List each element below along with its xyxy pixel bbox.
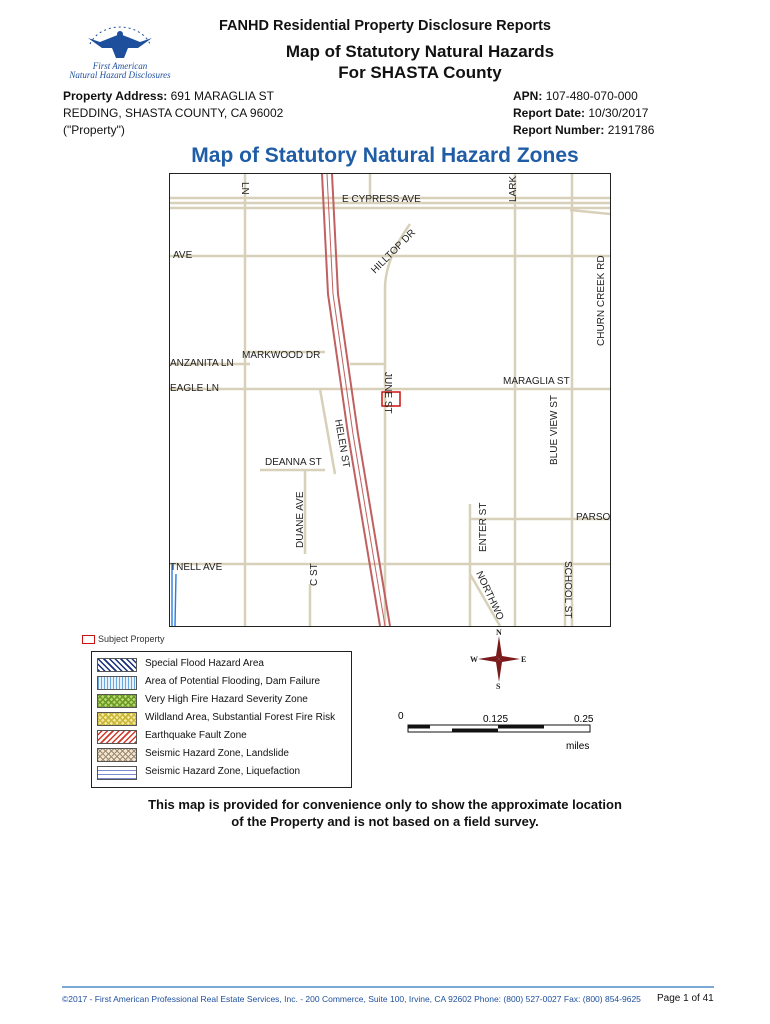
scale-zero: 0: [398, 711, 404, 722]
report-number-label: Report Number:: [513, 123, 605, 137]
map-disclaimer: This map is provided for convenience only to show the approximate location of the Property and is not based on a field survey.: [148, 797, 622, 829]
street-maraglia: MARAGLIA ST: [503, 376, 570, 387]
street-duane: DUANE AVE: [295, 491, 306, 548]
street-ln-top: LN: [239, 182, 250, 195]
document-title: Map of Statutory Natural Hazards: [285, 42, 555, 61]
report-date-label: Report Date:: [513, 106, 586, 120]
street-blue-view: BLUE VIEW ST: [549, 394, 560, 465]
street-c-st: C ST: [309, 563, 320, 586]
street-lark: LARK: [508, 175, 519, 202]
report-date-value: 10/30/2017: [588, 106, 649, 120]
scale-bar: [398, 708, 598, 758]
tan-crosshatch-icon: [97, 748, 137, 762]
diagonal-blue-hatch-icon: [97, 658, 137, 672]
compass-e: E: [521, 655, 527, 664]
page-number: Page 1 of 41: [657, 993, 714, 1004]
scale-end: 0.25: [574, 714, 594, 725]
footer-divider: [62, 986, 714, 988]
red-diagonal-hatch-icon: [97, 730, 137, 744]
logo-text: First American Natural Hazard Disclosures: [69, 61, 171, 80]
property-address-block: [63, 88, 283, 139]
street-deanna: DEANNA ST: [265, 457, 322, 468]
compass-w: W: [470, 655, 478, 664]
vertical-blue-lines-icon: [97, 676, 137, 690]
street-hilltop: HILLTOP DR: [369, 227, 419, 277]
report-info-block: [513, 88, 654, 139]
apn-label: APN:: [513, 89, 543, 103]
map-title: Map of Statutory Natural Hazard Zones: [191, 144, 579, 167]
street-parso: PARSO: [576, 512, 610, 523]
address-label: Property Address:: [63, 89, 168, 103]
compass-rose-icon: [470, 628, 528, 690]
hazard-legend: Special Flood Hazard Area Area of Potential Flooding, Dam Failure Very High Fire Hazard Severity Zone Wildland Area, Substantial Forest Fire Risk Earthquake Fault Zone Seismic Hazard Zone, Landslide Seismic Hazard Zone, Liquefaction: [91, 651, 352, 788]
street-june: JUNE ST: [382, 372, 393, 414]
footer-copyright: ©2017 - First American Professional Real Estate Services, Inc. - 200 Commerce, Suite 100, Irvine, CA 92602 Phone: (800) 527-0027 Fax: (800) 854-9625: [62, 994, 641, 1004]
report-series-title: FANHD Residential Property Disclosure Reports: [219, 18, 551, 34]
subject-property-legend: [82, 634, 165, 644]
address-line2: REDDING, SHASTA COUNTY, CA 96002: [63, 106, 284, 120]
street-school: SCHOOL ST: [562, 561, 573, 619]
street-hartnell: TNELL AVE: [170, 562, 223, 573]
street-northwo: NORTHWO: [473, 569, 506, 622]
street-manzanita: ANZANITA LN: [170, 358, 234, 369]
street-helen: HELEN ST: [332, 418, 352, 469]
hazard-map[interactable]: [169, 173, 611, 627]
street-e-cypress: E CYPRESS AVE: [342, 194, 421, 205]
subject-property-swatch: [82, 635, 95, 644]
green-crosshatch-icon: [97, 694, 137, 708]
subject-property-label: Subject Property: [98, 634, 165, 644]
blue-horizontal-lines-icon: [97, 766, 137, 780]
address-line3: ("Property"): [63, 123, 125, 137]
apn-value: 107-480-070-000: [545, 89, 638, 103]
address-line1: 691 MARAGLIA ST: [170, 89, 274, 103]
street-enter: ENTER ST: [478, 502, 489, 552]
street-eagle: EAGLE LN: [170, 383, 219, 394]
street-ave-left: AVE: [173, 250, 193, 261]
scale-mid: 0.125: [483, 714, 509, 725]
scale-unit: miles: [566, 741, 590, 752]
street-markwood: MARKWOOD DR: [242, 350, 321, 361]
street-churn-creek: CHURN CREEK RD: [596, 255, 607, 346]
compass-s: S: [496, 682, 501, 690]
document-subtitle: For SHASTA County: [338, 63, 502, 82]
compass-n: N: [496, 628, 502, 637]
yellow-crosshatch-icon: [97, 712, 137, 726]
report-number-value: 2191786: [607, 123, 655, 137]
